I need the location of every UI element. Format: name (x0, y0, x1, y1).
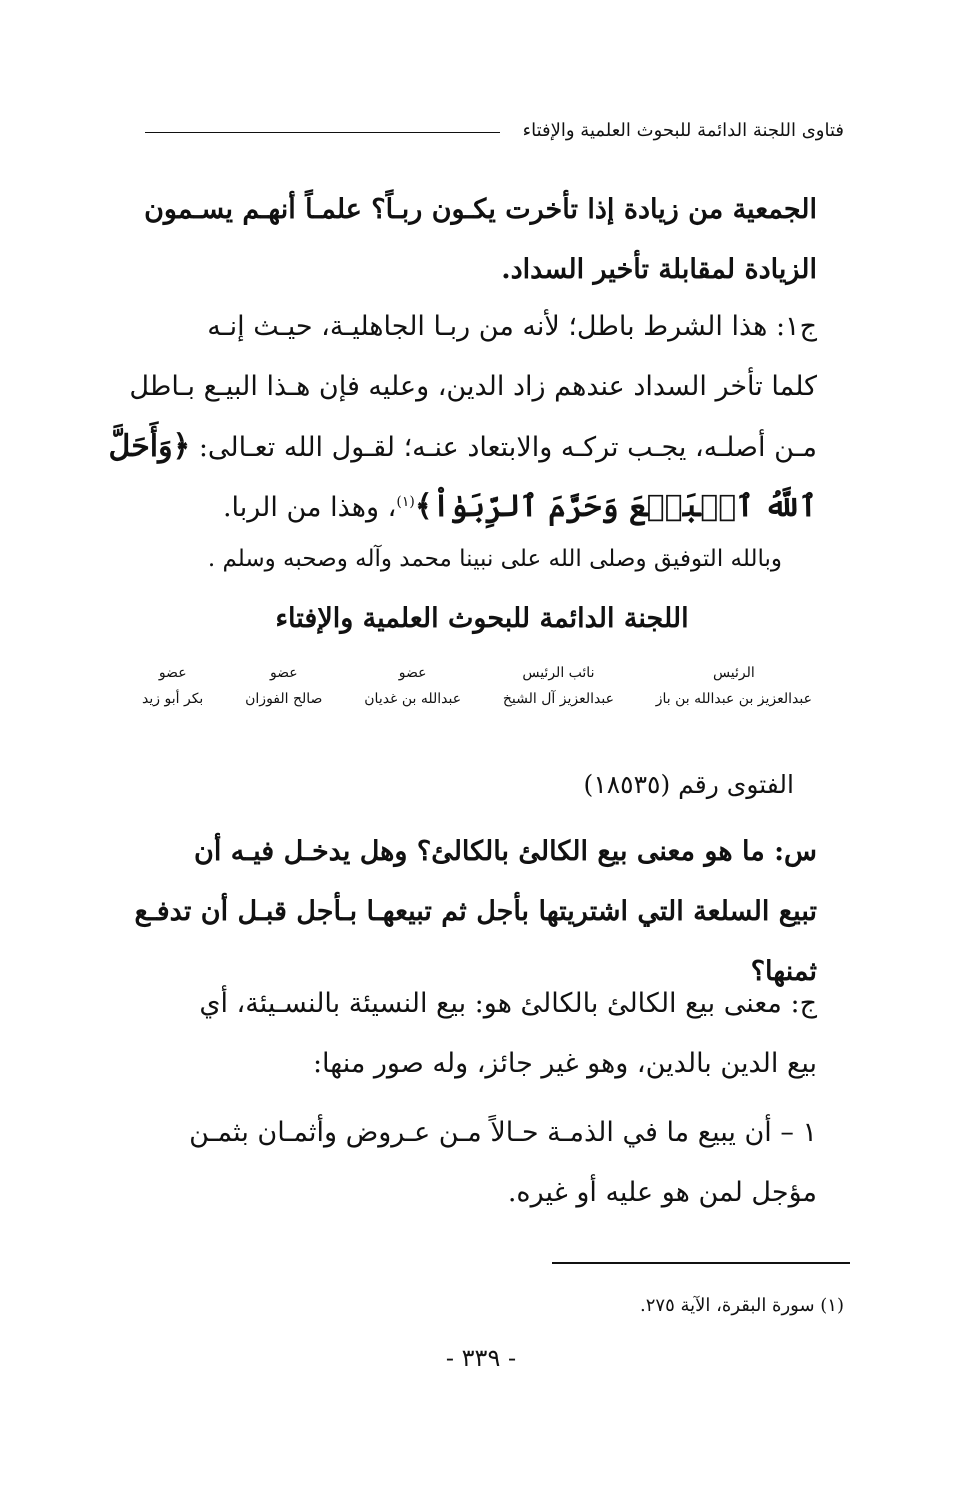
question-1-line-1: الجمعية من زيادة إذا تأخرت يكـون ربـاً؟ علمـاً أنهـم يسـمون (144, 194, 817, 225)
answer-1-line-3-text: مـن أصلـه، يجـب تركـه والابتعاد عنـه؛ لقـول الله تعـالى: (198, 432, 817, 463)
answer-1-line-1: ج١: هذا الشرط باطل؛ لأنه من ربـا الجاهليـة، حيـث إنـه (207, 311, 817, 342)
answer-2-line-1: ج: معنى بيع الكالئ بالكالئ هو: بيع النسيئة بالنسـيئة، أي (199, 988, 817, 1019)
member-name: بكر أبو زيد (142, 691, 204, 707)
list-item-1-line-2: مؤجل لمن هو عليه أو غيره. (507, 1177, 817, 1208)
committee-title: اللجنة الدائمة للبحوث العلمية والإفتاء (275, 603, 689, 634)
member-name: عبدالله بن غديان (364, 691, 462, 707)
member-3 (142, 665, 203, 717)
member-role: عضو (269, 665, 298, 681)
member-2 (245, 665, 322, 717)
member-role: نائب الرئيس (522, 665, 595, 681)
question-1 (137, 180, 817, 300)
member-role: عضو (398, 665, 427, 681)
member-role: الرئيس (712, 665, 755, 681)
question-2-line-3: ثمنها؟ (750, 956, 817, 987)
member-name: عبدالعزيز بن عبدالله بن باز (655, 691, 812, 707)
answer-1 (108, 297, 817, 537)
answer-1-line-2: كلما تأخر السداد عندهم زاد الدين، وعليه فإن هـذا البيـع بـاطل (129, 371, 817, 402)
member-1 (364, 665, 461, 717)
footnote-marker: (١) (396, 494, 415, 510)
question-1-line-2: الزيادة لمقابلة تأخير السداد. (501, 254, 817, 285)
member-name: عبدالعزيز آل الشيخ (502, 691, 614, 707)
closing-prayer: وبالله التوفيق وصلى الله على نبينا محمد وآله وصحبه وسلم . (207, 546, 782, 572)
fatwa-number: الفتوى رقم (١٨٥٣٥) (583, 770, 794, 799)
list-item-1 (137, 1103, 817, 1223)
answer-1-line-4-tail: ، وهذا من الربا. (222, 492, 397, 523)
member-vice-president (503, 665, 614, 717)
quran-verse-continuation: ٱللَّهُ ٱلۡبَيۡعَ وَحَرَّمَ ٱلرِّبَوٰاْ﴾ (414, 489, 817, 524)
answer-1-line-4 (137, 477, 817, 537)
list-item-1-line-1: ١ – أن يبيع ما في الذمـة حـالاً مـن عـروض وأثمـان بثمـن (189, 1117, 817, 1148)
member-role: عضو (158, 665, 187, 681)
answer-2-line-2: بيع الدين بالدين، وهو غير جائز، وله صور منها: (312, 1048, 817, 1079)
question-2-line-2: تبيع السلعة التي اشتريتها بأجل ثم تبيعهـا بـأجل قبـل أن تدفـع (134, 896, 817, 927)
member-president (656, 665, 812, 717)
answer-2 (137, 974, 817, 1094)
page-number: - ٣٣٩ - (445, 1344, 517, 1372)
quran-verse-opening: ﴿وَأَحَلَّ (108, 429, 191, 464)
answer-1-line-3 (108, 417, 817, 477)
committee-members (142, 665, 812, 717)
footnote: (١) سورة البقرة، الآية ٢٧٥. (640, 1295, 844, 1316)
question-2-line-1: س: ما هو معنى بيع الكالئ بالكالئ؟ وهل يدخـل فيـه أن (194, 836, 817, 867)
member-name: صالح الفوزان (245, 691, 323, 707)
header-rule (145, 132, 500, 133)
footnote-rule (552, 1262, 850, 1264)
running-header: فتاوى اللجنة الدائمة للبحوث العلمية والإفتاء (522, 120, 844, 141)
